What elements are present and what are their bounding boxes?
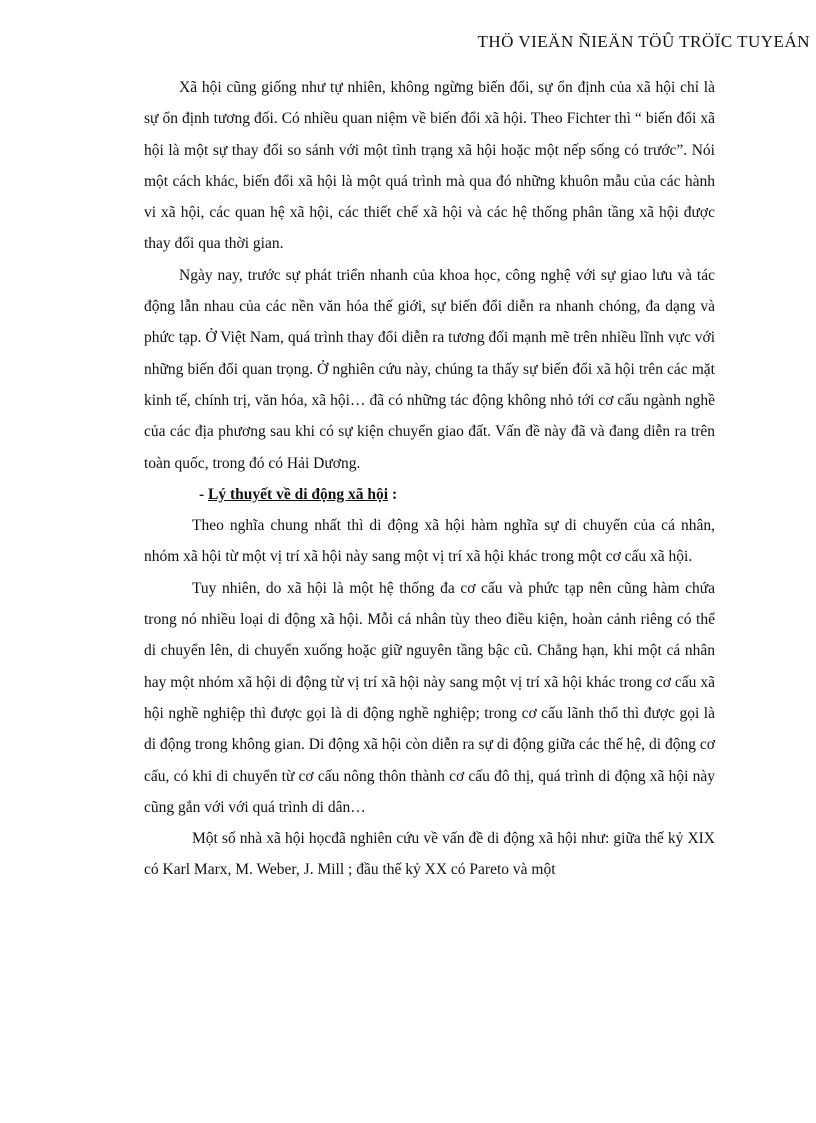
paragraph: Tuy nhiên, do xã hội là một hệ thống đa cơ cấu và phức tạp nên cũng hàm chứa trong nó nhiều loại di động xã hội. Mỗi cá nhân tùy theo điều kiện, hoàn cảnh riêng có thể di chuyển lên, di chuyển xuống hoặc giữ nguyên tầng bậc cũ. Chẳng hạn, khi một cá nhân hay một nhóm xã hội di động từ vị trí xã hội này sang một vị trí xã hội khác trong cơ cấu xã hội nghề nghiệp thì được gọi là di động nghề nghiệp; trong cơ cấu lãnh thổ thì được gọi là di động trong không gian. Di động xã hội còn diễn ra sự di động giữa các thế hệ, di động cơ cấu, có khi di chuyển từ cơ cấu nông thôn thành cơ cấu đô thị, quá trình di động xã hội này cũng gắn với với quá trình di dân… (144, 579, 715, 816)
paragraph: Theo nghĩa chung nhất thì di động xã hội hàm nghĩa sự di chuyển của cá nhân, nhóm xã hội từ một vị trí xã hội này sang một vị trí xã hội khác trong một cơ cấu xã hội. (144, 517, 715, 566)
heading-title: Lý thuyết về di động xã hội (208, 485, 389, 503)
section-heading (144, 479, 715, 510)
heading-suffix: : (388, 485, 398, 503)
heading-prefix: - (199, 485, 209, 503)
paragraph: Một số nhà xã hội họcđã nghiên cứu về vấn đề di động xã hội như: giữa thế kỷ XIX có Karl Marx, M. Weber, J. Mill ; đầu thế kỷ XX có Pareto và một (144, 830, 715, 879)
paragraph: Ngày nay, trước sự phát triển nhanh của khoa học, công nghệ với sự giao lưu và tác động lẫn nhau của các nền văn hóa thế giới, sự biến đổi diễn ra nhanh chóng, đa dạng và phức tạp. Ở Việt Nam, quá trình thay đổi diễn ra tương đối mạnh mẽ trên nhiều lĩnh vực với những biến đổi quan trọng. Ở nghiên cứu này, chúng ta thấy sự biến đổi xã hội trên các mặt kinh tế, chính trị, văn hóa, xã hội… đã có những tác động không nhỏ tới cơ cấu ngành nghề của các địa phương sau khi có sự kiện chuyển giao đất. Vấn đề này đã và đang diễn ra trên toàn quốc, trong đó có Hải Dương. (144, 266, 715, 472)
page-header: THÖ VIEÄN ÑIEÄN TÖÛ TRÖÏC TUYEÁN (477, 32, 810, 51)
document-body (144, 72, 715, 886)
paragraph: Xã hội cũng giống như tự nhiên, không ngừng biến đổi, sự ổn định của xã hội chỉ là sự ổn định tương đối. Có nhiều quan niệm về biến đổi xã hội. Theo Fichter thì “ biến đổi xã hội là một sự thay đổi so sánh với một tình trạng xã hội hoặc một nếp sống có trước”. Nói một cách khác, biến đổi xã hội là một quá trình mà qua đó những khuôn mẫu của các hành vi xã hội, các quan hệ xã hội, các thiết chế xã hội và các hệ thống phân tầng xã hội được thay đổi qua thời gian. (144, 79, 715, 253)
